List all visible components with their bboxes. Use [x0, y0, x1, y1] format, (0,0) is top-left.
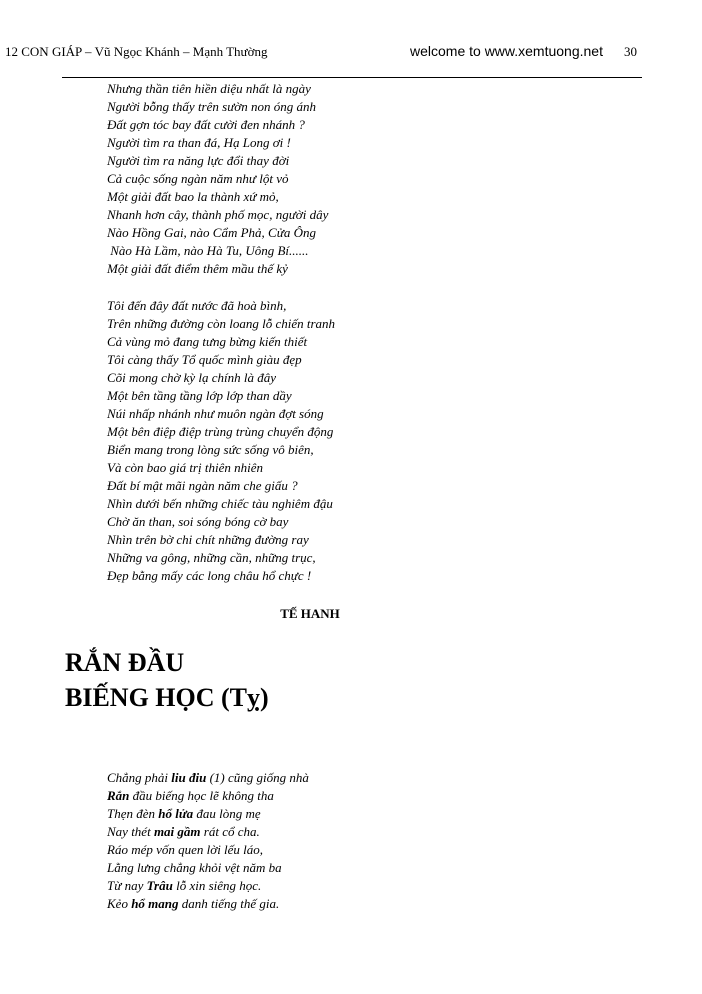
- poem-line: [107, 841, 309, 859]
- header-divider: [62, 77, 642, 78]
- line-text: Lằng lưng chẳng khỏi vệt năm ba: [107, 860, 282, 875]
- poem-line: Trên những đường còn loang lỗ chiến tranh: [107, 316, 336, 331]
- poem-line: Nào Hồng Gai, nào Cẩm Phả, Cửa Ông: [107, 225, 316, 240]
- line-text: Từ nay: [107, 878, 147, 893]
- poem-line: Một bên điệp điệp trùng trùng chuyển động: [107, 424, 334, 439]
- poem-line: Nào Hà Lầm, nào Hà Tu, Uông Bí......: [107, 243, 309, 258]
- page-number: 30: [624, 44, 637, 59]
- line-text: Chẳng phải: [107, 770, 172, 785]
- poem-line: Người bỗng thấy trên sườn non óng ánh: [107, 99, 316, 114]
- bold-term: hổ mang: [131, 896, 179, 911]
- poem-line: [107, 787, 309, 805]
- poem-line: Một giải đất bao la thành xứ mỏ,: [107, 189, 279, 204]
- line-text: Nay thét: [107, 824, 154, 839]
- poem-stanza-3: [107, 769, 309, 913]
- section-heading-line-2: BIẾNG HỌC (Tỵ): [65, 683, 269, 712]
- poem-line: Một bên tầng tầng lớp lớp than dầy: [107, 388, 292, 403]
- header-website: welcome to www.xemtuong.net: [410, 43, 603, 59]
- poem-line: Đất bí mật mãi ngàn năm che giấu ?: [107, 478, 298, 493]
- bold-term: mai gầm: [153, 824, 201, 839]
- poem-line: [107, 823, 309, 841]
- line-text: (1) cũng giống nhà: [206, 770, 309, 785]
- line-text: lỗ xin siêng học.: [172, 878, 262, 893]
- poem-line: Nhưng thần tiên hiền diệu nhất là ngày: [107, 81, 311, 96]
- poem-line: [107, 859, 309, 877]
- poem-line: Cả cuộc sống ngàn năm như lột vỏ: [107, 171, 289, 186]
- poem-line: Cả vùng mỏ đang tưng bừng kiến thiết: [107, 334, 308, 349]
- poem-line: Người tìm ra than đá, Hạ Long ơi !: [107, 135, 291, 150]
- poem-line: Nhìn dưới bến những chiếc tàu nghiêm đậu: [107, 496, 333, 511]
- poem-line: Núi nhấp nhánh như muôn ngàn đợt sóng: [107, 406, 324, 421]
- poem-line: Đẹp bằng mấy các long châu hổ chực !: [107, 568, 312, 583]
- poem-line: Biển mang trong lòng sức sống vô biên,: [107, 442, 314, 457]
- poem-stanza-1: [107, 80, 328, 278]
- bold-term: liu điu: [171, 770, 207, 785]
- poem-line: Người tìm ra năng lực đổi thay đời: [107, 153, 290, 168]
- poem-line: Đất gợn tóc bay đất cười đen nhánh ?: [107, 117, 305, 132]
- bold-term: Rắn: [107, 788, 130, 803]
- poem-line: [107, 769, 309, 787]
- poem-line: [107, 805, 309, 823]
- poem-line: [107, 895, 309, 913]
- line-text: Kẻo: [107, 896, 132, 911]
- poem-line: [107, 877, 309, 895]
- poem-line: Nhìn trên bờ chi chít những đường ray: [107, 532, 309, 547]
- poem-line: Những va gông, những cần, những trục,: [107, 550, 316, 565]
- poem-line: Tôi đến đây đất nước đã hoà bình,: [107, 298, 287, 313]
- line-text: đau lòng mẹ: [193, 806, 261, 821]
- poem-line: Chờ ăn than, soi sóng bóng cờ bay: [107, 514, 289, 529]
- bold-term: hổ lửa: [158, 806, 194, 821]
- section-heading-line-1: RẮN ĐẦU: [65, 648, 185, 677]
- poem-line: Một giải đất điểm thêm mầu thế kỷ: [107, 261, 288, 276]
- line-text: Thẹn đèn: [107, 806, 159, 821]
- poem-line: Nhanh hơn cây, thành phố mọc, người dây: [107, 207, 329, 222]
- poem-author: TẾ HANH: [280, 606, 340, 621]
- poem-line: Tôi càng thấy Tổ quốc mình giàu đẹp: [107, 352, 302, 367]
- poem-line: Cõi mong chờ kỳ lạ chính là đây: [107, 370, 277, 385]
- line-text: đầu biếng học lẽ không tha: [129, 788, 274, 803]
- line-text: rát cổ cha.: [200, 824, 260, 839]
- poem-stanza-2: [107, 297, 335, 585]
- line-text: danh tiếng thế gia.: [178, 896, 280, 911]
- header-book-title: 12 CON GIÁP – Vũ Ngọc Khánh – Mạnh Thường: [5, 44, 268, 59]
- line-text: Ráo mép vốn quen lời lếu láo,: [107, 842, 264, 857]
- bold-term: Trâu: [146, 878, 173, 893]
- poem-line: Và còn bao giá trị thiên nhiên: [107, 460, 263, 475]
